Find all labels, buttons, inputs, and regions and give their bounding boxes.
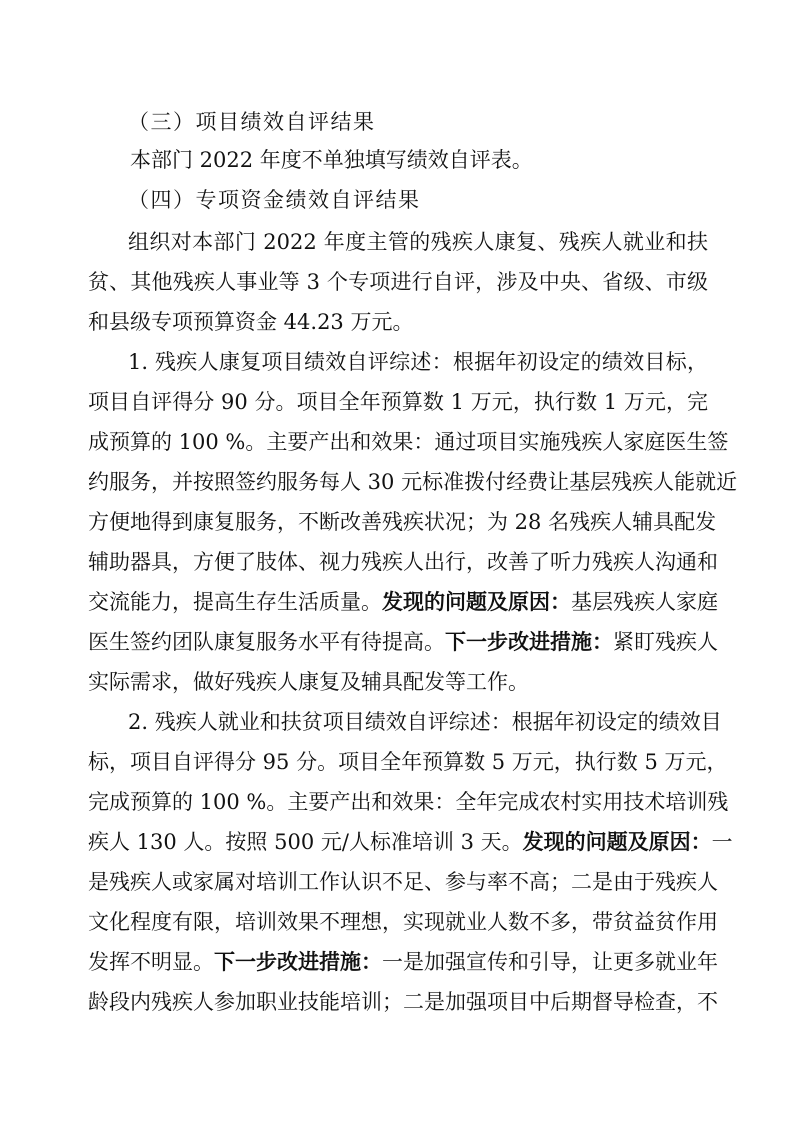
item2-line-8: 龄段内残疾人参加职业技能培训；二是加强项目中后期督导检查，不 [88,990,718,1014]
item1-line-6: 辅助器具，方便了肢体、视力残疾人出行，改善了听力残疾人沟通和 [88,550,718,574]
intro-line-3: 和县级专项预算资金 44.23 万元。 [88,310,414,334]
item1-improvement-text: 紧盯残疾人 [613,630,718,654]
item1-line-2: 项目自评得分 90 分。项目全年预算数 1 万元，执行数 1 万元，完 [88,390,708,414]
section-heading-4: （四）专项资金绩效自评结果 [128,188,421,212]
item2-problem-text: 一 [711,830,733,854]
improvement-label: 下一步改进措施： [445,629,613,654]
item2-improvement-text: 一是加强宣传和引导，让更多就业年 [382,950,718,974]
item2-line-3: 完成预算的 100 %。主要产出和效果：全年完成农村实用技术培训残 [88,790,729,814]
item1-line-9: 实际需求，做好残疾人康复及辅具配发等工作。 [88,670,529,694]
problems-label: 发现的问题及原因： [382,589,571,614]
intro-line-1: 组织对本部门 2022 年度主管的残疾人康复、残疾人就业和扶 [128,230,708,254]
item1-line-5: 方便地得到康复服务，不断改善残疾状况；为 28 名残疾人辅具配发 [88,510,717,534]
item2-line-1: 2. 残疾人就业和扶贫项目绩效自评综述：根据年初设定的绩效目 [128,710,722,734]
paragraph-self-eval: 本部门 2022 年度不单独填写绩效自评表。 [130,148,533,172]
item1-line-3: 成预算的 100 %。主要产出和效果：通过项目实施残疾人家庭医生签 [88,430,729,454]
item1-line-4: 约服务，并按照签约服务每人 30 元标准拨付经费让基层残疾人能就近 [88,470,738,494]
item1-line-7 [88,588,718,616]
item2-line-4 [88,828,733,856]
item2-line-6: 文化程度有限，培训效果不理想，实现就业人数不多，带贫益贫作用 [88,910,718,934]
item1-problem-text: 基层残疾人家庭 [571,590,718,614]
item2-effect-text: 疾人 130 人。按照 500 元/人标准培训 3 天。 [88,830,523,854]
improvement-label-2: 下一步改进措施： [214,949,382,974]
item1-line-1: 1. 残疾人康复项目绩效自评综述：根据年初设定的绩效目标， [128,350,708,374]
item1-problem-text-2: 医生签约团队康复服务水平有待提高。 [88,630,445,654]
problems-label-2: 发现的问题及原因： [522,829,712,854]
item2-problem-text-2: 发挥不明显。 [88,950,214,974]
item2-line-7 [88,948,718,976]
section-heading-3: （三）项目绩效自评结果 [128,110,376,134]
item1-line-8 [88,628,718,656]
item1-effect-text: 交流能力，提高生存生活质量。 [88,590,382,614]
intro-line-2: 贫、其他残疾人事业等 3 个专项进行自评，涉及中央、省级、市级 [88,270,708,294]
item2-line-5: 是残疾人或家属对培训工作认识不足、参与率不高；二是由于残疾人 [88,870,718,894]
item2-line-2: 标，项目自评得分 95 分。项目全年预算数 5 万元，执行数 5 万元， [88,750,728,774]
